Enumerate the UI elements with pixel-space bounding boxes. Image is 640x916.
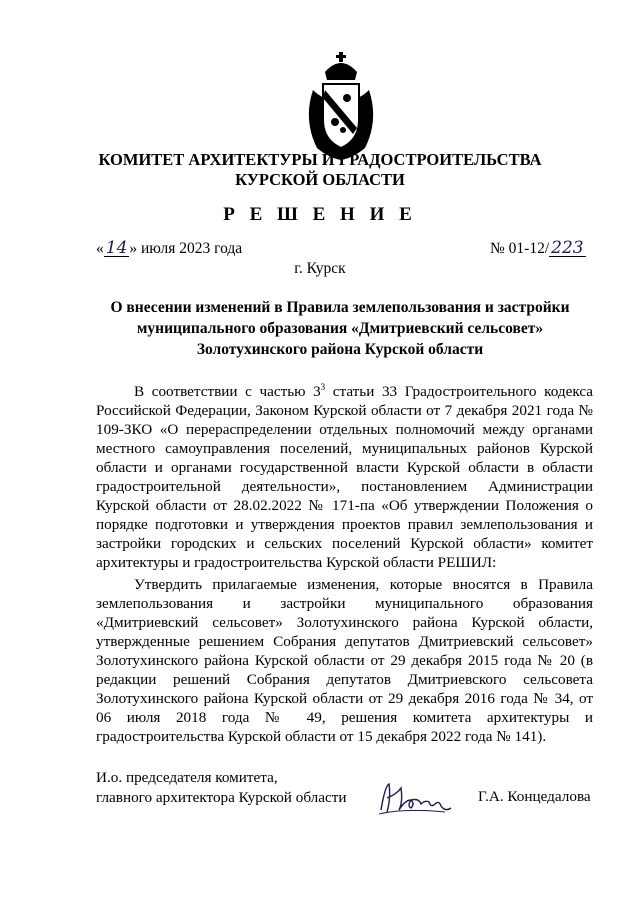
p1-superscript: 3 <box>320 381 326 392</box>
subject-line1: О внесении изменений в Правила землепользования и застройки <box>110 299 570 316</box>
position-line1: И.о. председателя комитета, <box>96 769 278 786</box>
date-day-handwritten: 14 <box>105 238 128 258</box>
date-open-quote: « <box>96 240 104 257</box>
handwritten-signature-icon <box>375 778 455 818</box>
organization-name-line1: КОМИТЕТ АРХИТЕКТУРЫ И ГРАДОСТРОИТЕЛЬСТВА <box>98 150 542 169</box>
document-number <box>490 240 586 258</box>
subject-line3: Золотухинского района Курской области <box>196 341 484 358</box>
number-prefix: № 01-12/ <box>490 240 550 257</box>
kursk-coat-of-arms-icon <box>295 50 387 162</box>
body-paragraph-2: Утвердить прилагаемые изменения, которые вносятся в Правила землепользования и застройки муниципального образования «Дмитриевский сельсовет» Золотухинского района Курской области, утвержденные решением Собрания депутатов Дмитриевский сельсовет» Золотухинского района Курской области от 29 декабря 2015 года № 20 (в редакции решений Собрания депутатов Дмитриевского сельсовета Золотухинского района Курской области от 29 декабря 2016 года № 34, от 06 июля 2018 года № 49, решения комитета архитектуры и градостроительства Курской области от 15 декабря 2022 года № 141). <box>96 576 593 745</box>
signatory-name: Г.А. Концедалова <box>478 788 591 805</box>
p1-text-end: статьи 33 Градостроительного кодекса Российской Федерации, Законом Курской области от 7 декабря 2021 года № 109-ЗКО «О перераспределении отдельных полномочий между органами местного самоуправления поселений, муниципальных районов Курской области и органами государственной власти Курской области в области градостроительной деятельности», постановлением Администрации Курской области от 28.02.2022 № 171-па «Об утверждении Положения о порядке подготовки и утверждения проектов правил землепользования и застройки городских и сельских поселений Курской области» комитет архитектуры и градостроительства Курской области РЕШИЛ: <box>96 383 593 571</box>
number-handwritten: 223 <box>551 238 584 258</box>
subject-line2: муниципального образования «Дмитриевский сельсовет» <box>136 320 544 337</box>
document-type-title: Р Е Ш Е Н И Е <box>223 204 417 225</box>
document-city: г. Курск <box>294 260 346 277</box>
date-month-year: » июля 2023 года <box>129 240 243 257</box>
document-date <box>96 240 242 258</box>
body-paragraph-1 <box>96 382 593 572</box>
organization-name-line2: КУРСКОЙ ОБЛАСТИ <box>235 170 405 189</box>
position-line2: главного архитектора Курской области <box>96 789 347 806</box>
signatory-position <box>96 768 347 808</box>
document-subject <box>100 297 580 360</box>
p1-text-start: В соответствии с частью 3 <box>134 383 321 400</box>
